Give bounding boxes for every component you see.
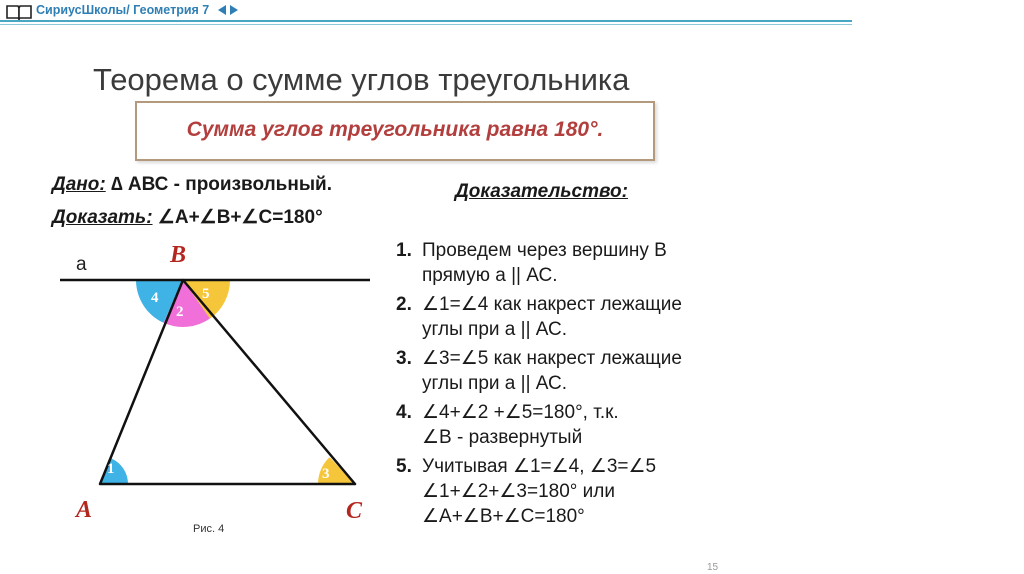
angle-5-label: 5 [202,286,210,302]
step-text: углы при а || АС. [422,319,568,340]
step-number: 1. [396,240,412,261]
header-rule [0,20,852,22]
proof-step [396,292,816,342]
figure-caption: Рис. 4 [193,523,225,535]
step-text: ∠В - развернутый [422,427,583,448]
vertex-a-label: A [76,497,93,523]
slide-title: Теорема о сумме углов треугольника [93,62,630,97]
angle-4-label: 4 [151,290,159,306]
line-a-label: a [76,254,87,275]
proof-step [396,454,816,529]
step-text: углы при а || АС. [422,373,568,394]
triangle-diagram [40,240,380,530]
step-text: ∠1=∠4 как накрест лежащие [422,294,682,315]
step-text: ∠3=∠5 как накрест лежащие [422,348,682,369]
prove-text: ∠A+∠B+∠C=180° [157,207,323,228]
prove-line [52,206,323,229]
step-text: прямую а || АС. [422,265,558,286]
step-number: 2. [396,294,412,315]
nav-arrows-icon[interactable] [218,4,238,16]
page-number: 15 [707,562,719,573]
theorem-statement: Сумма углов треугольника равна 180°. [186,118,604,141]
header-rule-thin [0,24,852,25]
given-label: Дано: [52,174,106,195]
angle-1-label: 1 [107,461,115,477]
triangle-abc [100,280,355,484]
prove-label: Доказать: [52,207,153,228]
proof-steps [396,238,816,533]
step-text: Учитывая ∠1=∠4, ∠3=∠5 [422,456,657,477]
step-number: 3. [396,348,412,369]
proof-step [396,238,816,288]
given-text: ∆ АВС - произвольный. [110,174,332,195]
book-icon [5,3,33,21]
step-text: Проведем через вершину В [422,240,667,261]
breadcrumb[interactable]: СириусШколы/ Геометрия 7 [36,3,210,17]
proof-title: Доказательство: [455,181,628,202]
step-text: ∠A+∠B+∠C=180° [422,506,585,527]
step-number: 4. [396,402,412,423]
proof-step [396,400,816,450]
given-line [52,174,332,196]
vertex-b-label: B [170,242,187,268]
step-number: 5. [396,456,412,477]
vertex-c-label: C [346,498,363,524]
step-text: ∠1+∠2+∠3=180° или [422,481,615,502]
theorem-box [135,101,655,161]
angle-2-label: 2 [176,304,184,320]
step-text: ∠4+∠2 +∠5=180°, т.к. [422,402,619,423]
angle-3-label: 3 [322,466,330,482]
proof-step [396,346,816,396]
header-bar [0,0,860,26]
